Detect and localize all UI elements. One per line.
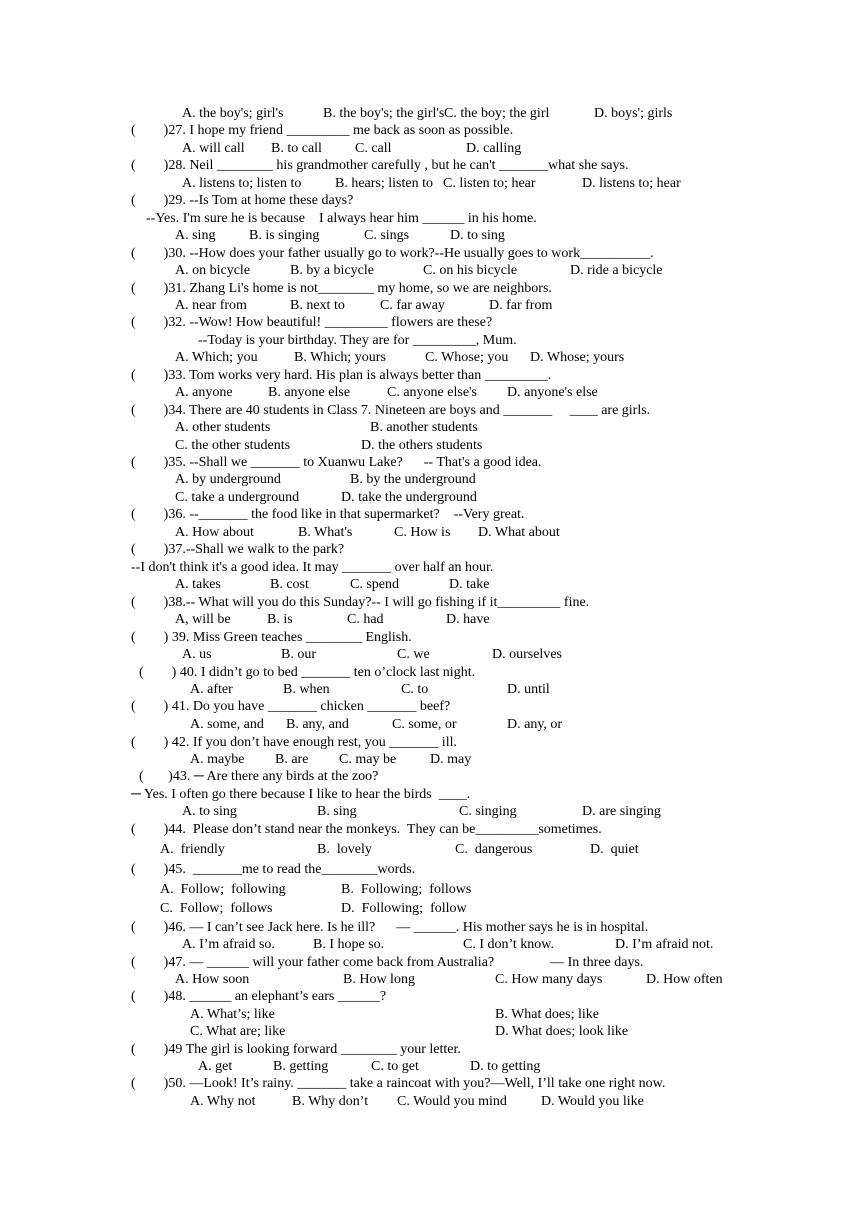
option-q31opts-0: A. near from [175,298,247,313]
option-q47opts-2: C. How many days [495,972,603,987]
question-q43: ( )43. ─ Are there any birds at the zoo? [139,769,379,784]
option-q40opts-2: C. to [401,682,429,697]
option-q30opts-3: D. ride a bicycle [570,263,663,278]
question-q40: ( ) 40. I didn’t go to bed _______ ten o’clock last night. [139,665,476,680]
option-q40opts-0: A. after [190,682,233,697]
question-q27: ( )27. I hope my friend _________ me back as soon as possible. [131,123,514,138]
option-q39opts-2: C. we [397,647,430,662]
option-q49opts-0: A. get [198,1059,233,1074]
option-q28opts-1: B. hears; listen to [335,176,433,191]
question-q42: ( ) 42. If you don’t have enough rest, you _______ ill. [131,735,457,750]
option-q42opts-2: C. may be [339,752,397,767]
option-q47opts-1: B. How long [343,972,415,987]
option-q45opts-0: A. Follow; following [160,882,286,897]
option-q33opts-2: C. anyone else's [387,385,478,400]
option-q48opts2-1: D. What does; look like [495,1024,629,1039]
question-q43b: ─ Yes. I often go there because I like to hear the birds ____. [131,787,471,802]
option-q37opts-0: A. takes [175,577,221,592]
option-q46opts-2: C. I don’t know. [463,937,554,952]
option-q32opts-2: C. Whose; you [425,350,509,365]
option-q41opts-0: A. some, and [190,717,264,732]
option-q34opts-0: A. other students [175,420,271,435]
question-q48: ( )48. ______ an elephant’s ears ______? [131,989,387,1004]
option-q36opts-1: B. What's [298,525,353,540]
option-q49opts-3: D. to getting [470,1059,541,1074]
option-q45opts2-0: C. Follow; follows [160,901,273,916]
option-q44opts-3: D. quiet [590,842,639,857]
option-q33opts-3: D. anyone's else [507,385,598,400]
option-q27opts-0: A. will call [182,141,245,156]
option-q47opts-3: D. How often [646,972,723,987]
option-q39opts-3: D. ourselves [492,647,562,662]
option-q41opts-3: D. any, or [507,717,563,732]
question-q47: ( )47. — ______ will your father come back from Australia? — In three days. [131,955,644,970]
option-q40opts-3: D. until [507,682,550,697]
option-q29opts-2: C. sings [364,228,410,243]
option-q48opts-0: A. What’s; like [190,1007,275,1022]
option-q34opts-1: B. another students [370,420,478,435]
option-q26opts-0: A. the boy's; girl's [182,106,284,121]
option-q30opts-2: C. on his bicycle [423,263,518,278]
option-q29opts-3: D. to sing [450,228,505,243]
option-q31opts-3: D. far from [489,298,553,313]
question-q36: ( )36. --_______ the food like in that supermarket? --Very great. [131,507,525,522]
option-q37opts-3: D. take [449,577,490,592]
option-q50opts-2: C. Would you mind [397,1094,507,1109]
option-q49opts-1: B. getting [273,1059,329,1074]
option-q43opts-0: A. to sing [182,804,237,819]
option-q35opts2-0: C. take a underground [175,490,300,505]
option-q45opts2-1: D. Following; follow [341,901,467,916]
option-q26opts-2: C. the boy; the girl [444,106,550,121]
option-q44opts-0: A. friendly [160,842,225,857]
option-q29opts-1: B. is singing [249,228,320,243]
question-q33: ( )33. Tom works very hard. His plan is always better than _________. [131,368,552,383]
question-q30: ( )30. --How does your father usually go to work?--He usually goes to work__________. [131,246,654,261]
option-q50opts-1: B. Why don’t [292,1094,369,1109]
option-q26opts-1: B. the boy's; the girl's [323,106,445,121]
option-q45opts-1: B. Following; follows [341,882,472,897]
question-q29b: --Yes. I'm sure he is because I always hear him ______ in his home. [146,211,537,226]
option-q42opts-3: D. may [430,752,472,767]
option-q32opts-0: A. Which; you [175,350,258,365]
option-q32opts-1: B. Which; yours [294,350,386,365]
option-q41opts-2: C. some, or [392,717,457,732]
question-q49: ( )49 The girl is looking forward ________ your letter. [131,1042,461,1057]
option-q29opts-0: A. sing [175,228,216,243]
option-q39opts-1: B. our [281,647,316,662]
option-q30opts-1: B. by a bicycle [290,263,374,278]
option-q33opts-1: B. anyone else [268,385,351,400]
question-q44: ( )44. Please don’t stand near the monkeys. They can be_________sometimes. [131,822,602,837]
option-q30opts-0: A. on bicycle [175,263,251,278]
option-q36opts-3: D. What about [478,525,560,540]
question-q39: ( ) 39. Miss Green teaches ________ English. [131,630,412,645]
question-q38: ( )38.-- What will you do this Sunday?-- I will go fishing if it_________ fine. [131,595,590,610]
option-q50opts-3: D. Would you like [541,1094,644,1109]
option-q49opts-2: C. to get [371,1059,419,1074]
option-q27opts-3: D. calling [466,141,522,156]
question-q28: ( )28. Neil ________ his grandmother carefully , but he can't _______what she says. [131,158,629,173]
question-q35: ( )35. --Shall we _______ to Xuanwu Lake? -- That's a good idea. [131,455,542,470]
option-q34opts2-0: C. the other students [175,438,291,453]
option-q44opts-1: B. lovely [317,842,372,857]
option-q47opts-0: A. How soon [175,972,250,987]
question-q45: ( )45. _______me to read the________words. [131,862,416,877]
option-q28opts-2: C. listen to; hear [443,176,536,191]
question-q32b: --Today is your birthday. They are for _________, Mum. [198,333,517,348]
option-q48opts-1: B. What does; like [495,1007,599,1022]
option-q36opts-0: A. How about [175,525,254,540]
option-q46opts-0: A. I’m afraid so. [182,937,275,952]
question-q29: ( )29. --Is Tom at home these days? [131,193,354,208]
option-q38opts-2: C. had [347,612,384,627]
question-q37b: --I don't think it's a good idea. It may _______ over half an hour. [131,560,494,575]
question-q31: ( )31. Zhang Li's home is not________ my home, so we are neighbors. [131,281,552,296]
option-q38opts-1: B. is [267,612,293,627]
option-q42opts-1: B. are [275,752,309,767]
option-q37opts-2: C. spend [350,577,399,592]
question-q50: ( )50. —Look! It’s rainy. _______ take a raincoat with you?—Well, I’ll take one right now. [131,1076,666,1091]
option-q39opts-0: A. us [182,647,212,662]
option-q50opts-0: A. Why not [190,1094,256,1109]
option-q41opts-1: B. any, and [286,717,349,732]
option-q33opts-0: A. anyone [175,385,233,400]
question-q34: ( )34. There are 40 students in Class 7. Nineteen are boys and _______ ____ are girls. [131,403,651,418]
option-q37opts-1: B. cost [270,577,309,592]
option-q35opts2-1: D. take the underground [341,490,477,505]
option-q43opts-3: D. are singing [582,804,661,819]
question-q41: ( ) 41. Do you have _______ chicken _______ beef? [131,699,451,714]
option-q26opts-3: D. boys'; girls [594,106,673,121]
question-q32: ( )32. --Wow! How beautiful! _________ flowers are these? [131,315,493,330]
option-q44opts-2: C. dangerous [455,842,533,857]
option-q34opts2-1: D. the others students [361,438,483,453]
option-q43opts-1: B. sing [317,804,357,819]
option-q28opts-0: A. listens to; listen to [182,176,302,191]
option-q31opts-1: B. next to [290,298,345,313]
option-q28opts-3: D. listens to; hear [582,176,681,191]
option-q38opts-3: D. have [446,612,490,627]
option-q38opts-0: A, will be [175,612,231,627]
option-q43opts-2: C. singing [459,804,517,819]
option-q48opts2-0: C. What are; like [190,1024,286,1039]
option-q42opts-0: A. maybe [190,752,245,767]
option-q40opts-1: B. when [283,682,330,697]
option-q27opts-2: C. call [355,141,392,156]
option-q46opts-3: D. I’m afraid not. [615,937,714,952]
option-q35opts-0: A. by underground [175,472,281,487]
option-q36opts-2: C. How is [394,525,451,540]
option-q46opts-1: B. I hope so. [313,937,385,952]
option-q32opts-3: D. Whose; yours [530,350,625,365]
option-q31opts-2: C. far away [380,298,445,313]
question-q46: ( )46. — I can’t see Jack here. Is he ill? — ______. His mother says he is in hospital. [131,920,649,935]
option-q35opts-1: B. by the underground [350,472,476,487]
option-q27opts-1: B. to call [271,141,322,156]
question-q37: ( )37.--Shall we walk to the park? [131,542,345,557]
